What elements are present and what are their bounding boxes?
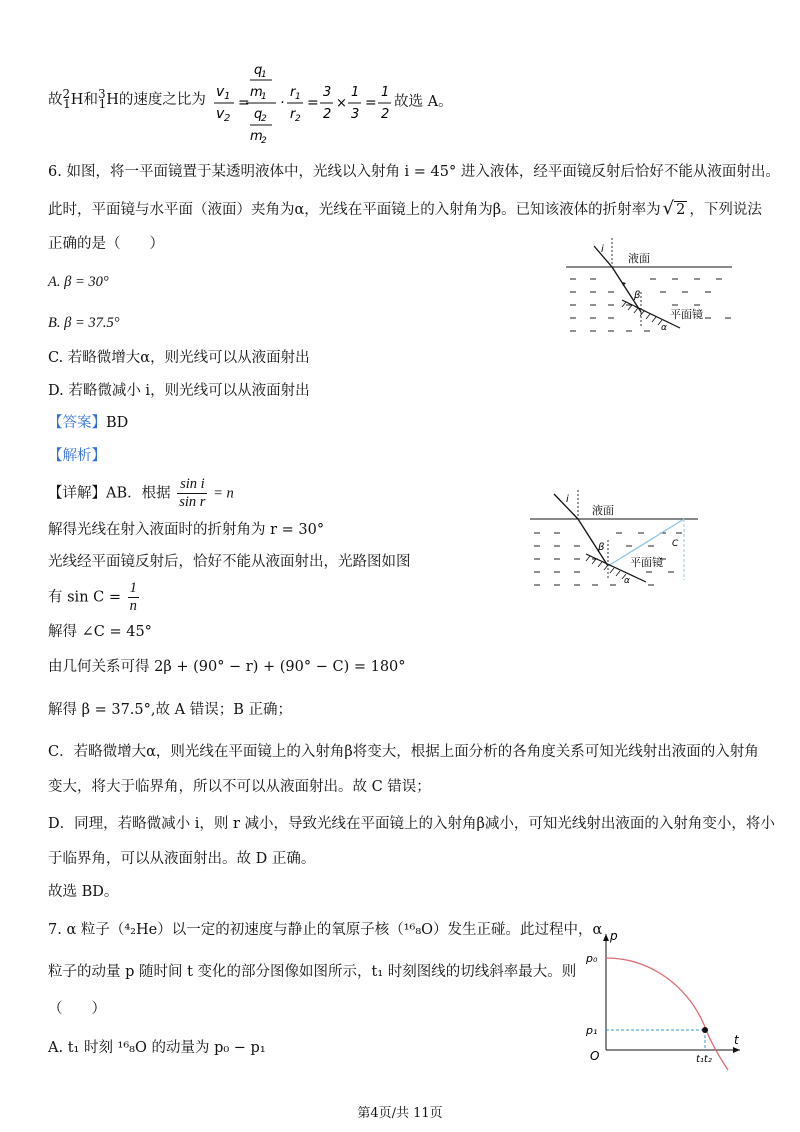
answer-tag: 【答案】: [48, 415, 106, 431]
q6-detail-8: C．若略微增大α，则光线在平面镜上的入射角β将变大，根据上面分析的各角度关系可知光线射出液面的入射角: [48, 744, 759, 760]
svg-text:1: 1: [381, 85, 390, 100]
svg-text:×: ×: [336, 96, 347, 111]
svg-text:=: =: [238, 95, 250, 111]
q6-option-d: D. 若略微减小 i，则光线可以从液面射出: [48, 383, 310, 399]
q6-option-b: B. β = 37.5°: [48, 315, 120, 331]
svg-text:1: 1: [351, 85, 360, 100]
q6-detail-11: 于临界角，可以从液面射出。故 D 正确。: [48, 851, 316, 867]
detail-1-text: AB．根据: [106, 485, 171, 502]
svg-text:2: 2: [261, 114, 267, 124]
q6-detail-5: 解得 ∠C = 45°: [48, 624, 152, 640]
svg-text:3: 3: [323, 85, 332, 100]
q6-detail-12: 故选 BD。: [48, 884, 119, 900]
fig1-beta-label: β: [634, 290, 641, 301]
graph-t1t2-label: t₁t₂: [696, 1054, 712, 1065]
sqrt2: √ 2: [662, 198, 686, 219]
q5-result: 故选 A。: [394, 94, 453, 110]
graph-p1-label: p₁: [586, 1024, 598, 1037]
graph-origin-label: O: [590, 1049, 600, 1063]
svg-text:1: 1: [295, 92, 301, 102]
q6-answer: [48, 413, 128, 433]
q5-formula: [210, 58, 410, 153]
q6-detail-9: 变大，将大于临界角，所以不可以从液面射出。故 C 错误；: [48, 779, 431, 795]
q5-prefix: 故: [48, 91, 63, 108]
fig1-alpha-label: α: [661, 323, 667, 333]
q6-detail-1: 【详解】AB．根据 $\frac{\text{sin i}}{\text{sin r}}$ = n: [48, 476, 234, 510]
q5-velocity-ratio-line: 故$^2_1$H和$^3_1$H的速度之比为: [48, 87, 206, 111]
q6-stem-1: 6. 如图，将一平面镜置于某透明液体中，光线以入射角 i = 45° 进入液体，经平面镜反射后恰好不能从液面射出。: [48, 164, 780, 180]
q7-option-a: A. t₁ 时刻 ¹⁶₈O 的动量为 p₀ − p₁: [48, 1040, 266, 1056]
svg-text:m: m: [250, 85, 263, 100]
q6-option-a: A. β = 30°: [48, 274, 109, 290]
fig2-i-label: i: [566, 494, 569, 505]
q6-detail-6: 由几何关系可得 2β + (90° − r) + (90° − C) = 180°: [48, 659, 406, 675]
q6-figure-light-path-diagram: [526, 488, 706, 598]
graph-p0-label: p₀: [586, 952, 598, 965]
fig2-c-label: C: [672, 539, 679, 549]
svg-text:2: 2: [323, 107, 332, 122]
q6-figure-mirror-diagram: [560, 236, 760, 336]
graph-t-label: t: [734, 1033, 739, 1047]
critical-angle-fraction: $\frac{1}{n}$: [129, 580, 137, 614]
q6-detail-7: 解得 β = 37.5°,故 A 错误；B 正确；: [48, 702, 292, 718]
q6-option-c: C. 若略微增大α，则光线可以从液面射出: [48, 350, 310, 366]
q6-stem-3: 正确的是（ ）: [48, 236, 164, 252]
q5-h3: H: [106, 91, 119, 108]
fig2-beta-label: β: [598, 542, 605, 553]
q7-stem-3: （ ）: [48, 1001, 106, 1017]
svg-text:=: =: [365, 95, 377, 111]
q6-stem-2-tail: ，下列说法: [689, 202, 762, 218]
q6-detail-2: 解得光线在射入液面时的折射角为 r = 30°: [48, 522, 325, 538]
svg-text:2: 2: [261, 136, 267, 146]
q5-mid: 的速度之比为: [118, 91, 206, 108]
q6-detail-10: D．同理，若略微减小 i，则 r 减小，导致光线在平面镜上的入射角β减小，可知光线射出液面的入射角变小，将小: [48, 816, 775, 832]
svg-text:1: 1: [224, 91, 231, 102]
q6-analysis-tag: 【解析】: [48, 448, 106, 464]
fig1-i-label: i: [601, 244, 604, 255]
svg-text:·: ·: [280, 95, 285, 111]
svg-text:q: q: [254, 63, 263, 78]
fig2-alpha-label: α: [624, 576, 630, 586]
snell-fraction: $\frac{\text{sin i}}{\text{sin r}}$: [179, 476, 206, 510]
fig2-surface-label: 液面: [592, 504, 614, 517]
svg-text:m: m: [250, 129, 263, 144]
detail-4-text: 有 sin C =: [48, 589, 121, 606]
q6-detail-3: 光线经平面镜反射后，恰好不能从液面射出，光路图如图: [48, 554, 411, 570]
q6-detail-4: [48, 580, 141, 615]
q7-stem-2: 粒子的动量 p 随时间 t 变化的部分图像如图所示，t₁ 时刻图线的切线斜率最大。则: [48, 964, 577, 980]
svg-text:v: v: [216, 84, 225, 100]
fig1-mirror-label: 平面镜: [670, 308, 703, 321]
svg-text:r: r: [290, 107, 296, 122]
svg-text:1: 1: [261, 92, 267, 102]
q5-h2: H: [70, 91, 84, 108]
svg-text:1: 1: [261, 70, 267, 80]
svg-text:r: r: [290, 85, 296, 100]
q7-stem-1: 7. α 粒子（⁴₂He）以一定的初速度与静止的氧原子核（¹⁶₈O）发生正碰。此过程中，α: [48, 922, 603, 938]
svg-text:2: 2: [295, 114, 301, 124]
svg-text:=: =: [307, 95, 319, 111]
detail-tag: 【详解】: [48, 485, 106, 502]
svg-text:v: v: [216, 106, 225, 122]
page-footer: 第4页/共 11页: [357, 1106, 443, 1121]
svg-text:3: 3: [351, 107, 360, 122]
q7-momentum-time-graph: [580, 926, 750, 1076]
fig2-mirror-label: 平面镜: [630, 556, 663, 569]
q6-stem-2: [48, 199, 762, 220]
q6-stem-2-text: 此时，平面镜与水平面（液面）夹角为α，光线在平面镜上的入射角为β。已知该液体的折射率为: [48, 202, 661, 218]
fig1-surface-label: 液面: [628, 252, 650, 265]
svg-text:q: q: [254, 107, 263, 122]
svg-text:2: 2: [381, 107, 390, 122]
answer-value: BD: [106, 415, 129, 431]
svg-text:2: 2: [224, 113, 231, 124]
q5-and: 和: [83, 91, 98, 108]
graph-p-label: p: [610, 929, 618, 943]
